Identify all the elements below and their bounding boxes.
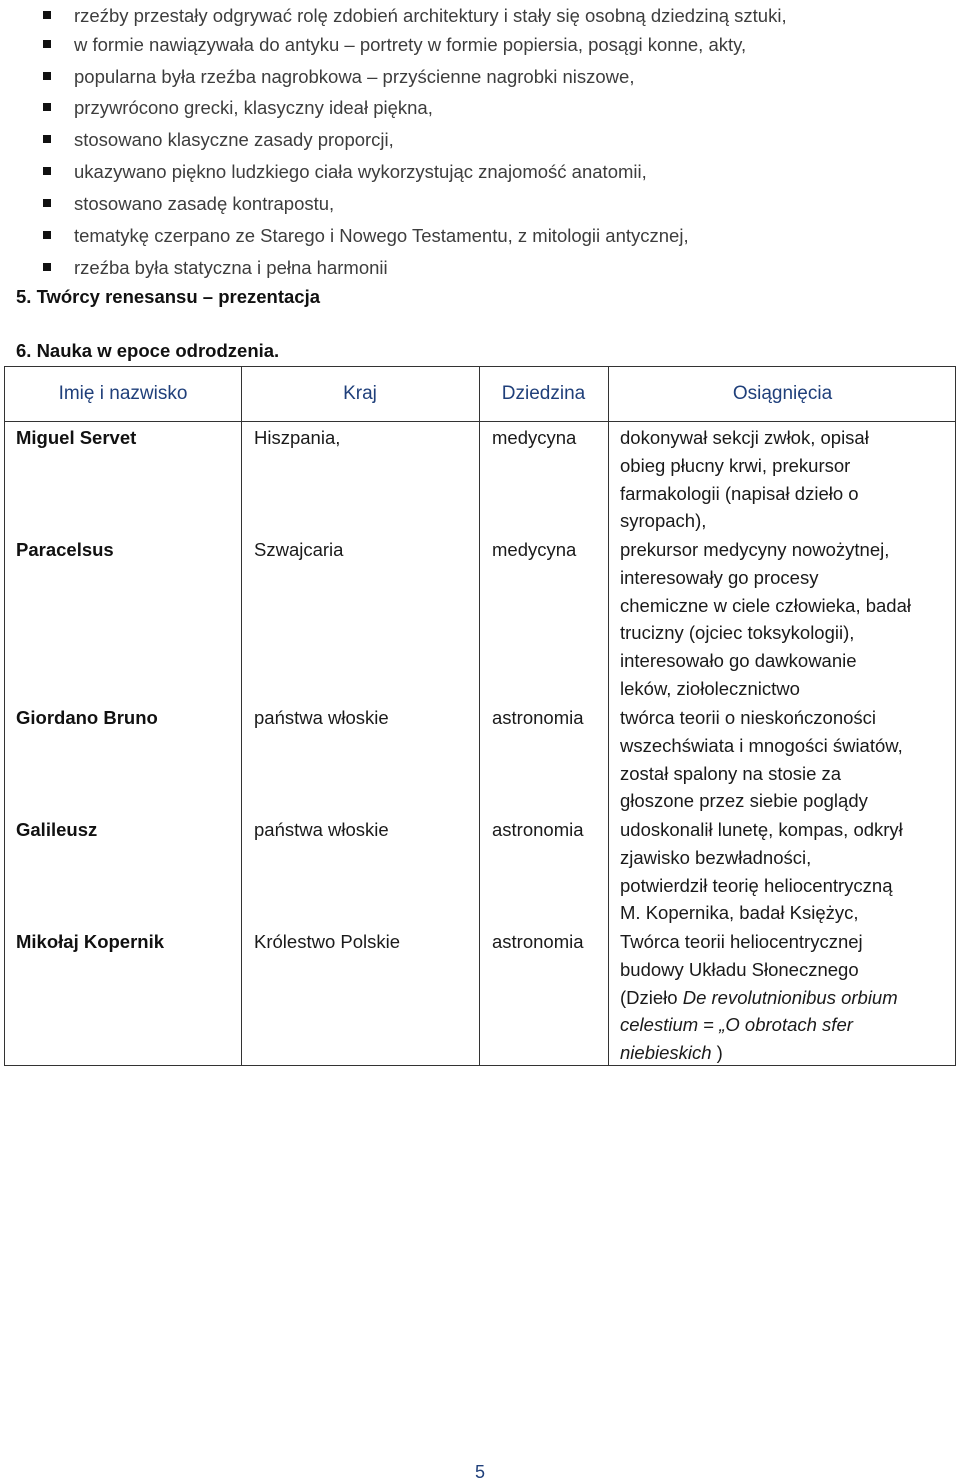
square-bullet-icon bbox=[43, 167, 51, 175]
cell-achievements: dokonywał sekcji zwłok, opisał obieg płucny krwi, prekursor farmakologii (napisał dzieło o syropach), bbox=[620, 427, 869, 532]
cell-field: astronomia bbox=[492, 707, 584, 728]
page-number: 5 bbox=[474, 1462, 485, 1482]
header-achievements: Osiągnięcia bbox=[732, 383, 833, 404]
cell-country: Królestwo Polskie bbox=[254, 931, 401, 952]
science-table bbox=[4, 366, 956, 1066]
cell-achievements: Twórca teorii heliocentrycznej budowy Układu Słonecznego (Dzieło De revolutnionibus orbium celestium = „O obrotach sfer niebieskich ) bbox=[620, 931, 898, 1064]
cell-country: państwa włoskie bbox=[254, 819, 389, 840]
column-divider bbox=[479, 367, 480, 1065]
cell-name: Galileusz bbox=[16, 819, 98, 840]
cell-field: astronomia bbox=[492, 819, 584, 840]
cell-achievements: twórca teorii o nieskończoności wszechświata i mnogości światów, został spalony na stosie za głoszone przez siebie poglądy bbox=[620, 707, 903, 812]
cell-name: Mikołaj Kopernik bbox=[16, 931, 165, 952]
column-divider bbox=[241, 367, 242, 1065]
cell-achievements: udoskonalił lunetę, kompas, odkrył zjawisko bezwładności, potwierdził teorię heliocentryczną M. Kopernika, badał Księżyc, bbox=[620, 819, 903, 924]
square-bullet-icon bbox=[43, 103, 51, 111]
square-bullet-icon bbox=[43, 40, 51, 48]
square-bullet-icon bbox=[43, 72, 51, 80]
header-divider bbox=[5, 421, 955, 422]
cell-name: Giordano Bruno bbox=[16, 707, 158, 728]
cell-country: państwa włoskie bbox=[254, 707, 389, 728]
column-divider bbox=[608, 367, 609, 1065]
square-bullet-icon bbox=[43, 199, 51, 207]
square-bullet-icon bbox=[43, 135, 51, 143]
cell-country: Hiszpania, bbox=[254, 427, 341, 448]
cell-field: medycyna bbox=[492, 427, 577, 448]
square-bullet-icon bbox=[43, 11, 51, 19]
cell-field: medycyna bbox=[492, 539, 577, 560]
section-heading-5: 5. Twórcy renesansu – prezentacja bbox=[16, 286, 321, 307]
cell-country: Szwajcaria bbox=[254, 539, 344, 560]
section-heading-6: 6. Nauka w epoce odrodzenia. bbox=[16, 340, 280, 361]
header-field: Dziedzina bbox=[501, 383, 586, 404]
cell-achievements: prekursor medycyny nowożytnej, interesowały go procesy chemiczne w ciele człowieka, badał trucizny (ojciec toksykologii), interesowało go dawkowanie leków, ziołolecznictwo bbox=[620, 539, 911, 699]
cell-name: Paracelsus bbox=[16, 539, 114, 560]
square-bullet-icon bbox=[43, 231, 51, 239]
header-country: Kraj bbox=[343, 383, 377, 404]
cell-name: Miguel Servet bbox=[16, 427, 137, 448]
header-name: Imię i nazwisko bbox=[58, 383, 188, 404]
cell-field: astronomia bbox=[492, 931, 584, 952]
square-bullet-icon bbox=[43, 263, 51, 271]
